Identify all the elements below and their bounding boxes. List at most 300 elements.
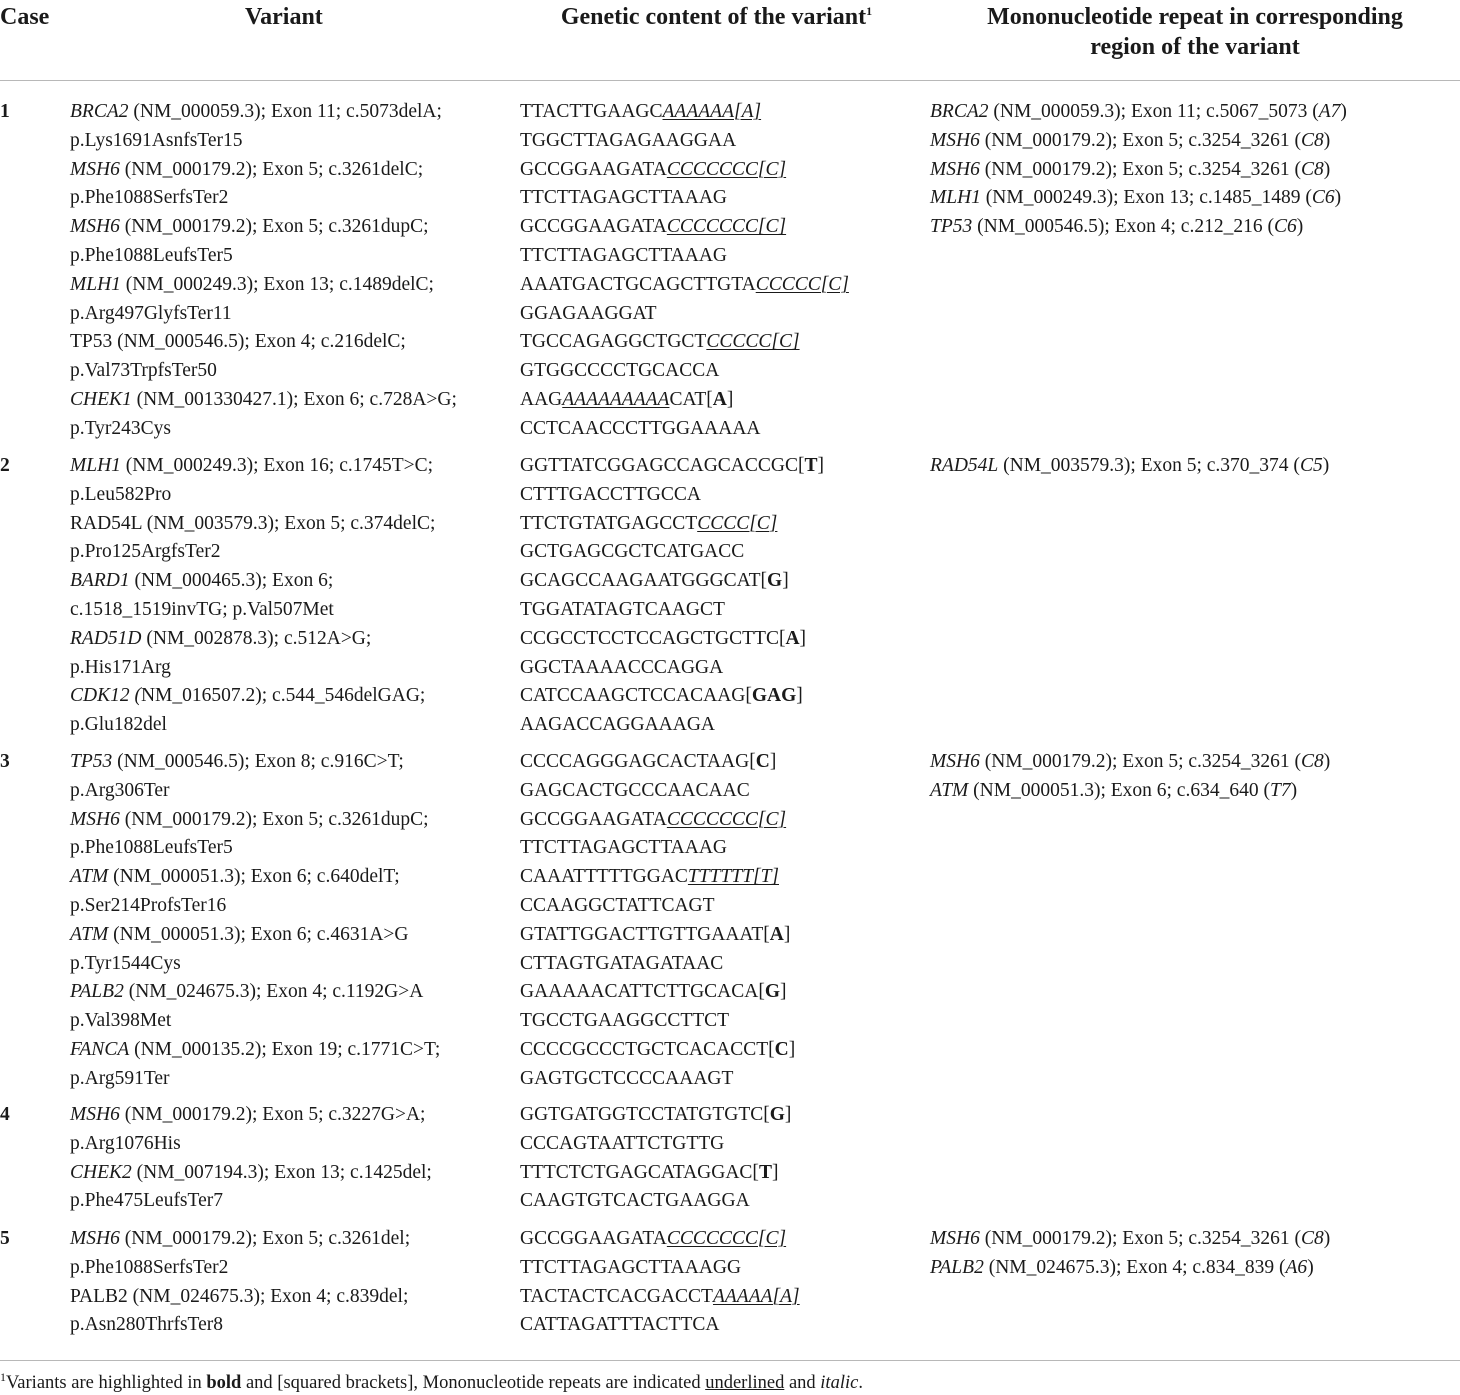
text-segment: (NM_000051.3); Exon 6; c.640delT; — [108, 866, 400, 888]
text-segment: ) — [1340, 101, 1347, 122]
cell-line — [520, 184, 849, 213]
cell-line — [520, 1065, 795, 1094]
cell-line — [520, 213, 849, 242]
cell-line — [70, 271, 457, 300]
header-variant — [245, 2, 323, 32]
repeat-cell — [930, 98, 1347, 242]
cell-line — [930, 1254, 1330, 1283]
variant-base: A — [785, 627, 800, 649]
header-rule — [0, 80, 1460, 81]
cell-line — [70, 538, 435, 567]
text-segment: TGGCTTAGAGAAGGAA — [520, 129, 737, 151]
text-segment: (NM_000179.2); Exon 5; c.3254_3261 ( — [979, 129, 1302, 151]
cell-line — [70, 978, 440, 1007]
repeat-segment: CCCCCCC[C] — [666, 808, 787, 830]
cell-line — [930, 98, 1347, 127]
cell-line — [930, 1225, 1330, 1254]
text-segment: MSH6 — [930, 751, 980, 772]
variant-cell — [70, 1225, 410, 1340]
cell-line — [520, 481, 824, 510]
cell-line — [520, 1101, 791, 1130]
text-segment: p.Asn280ThrfsTer8 — [70, 1314, 223, 1336]
text-segment: GCCGGAAGATA — [520, 1228, 667, 1249]
text-segment: p.Arg306Ter — [70, 779, 170, 801]
cell-line — [70, 711, 435, 740]
text-segment: C8 — [1301, 751, 1324, 772]
cell-line — [520, 777, 795, 806]
text-segment: TTCTTAGAGCTTAAAG — [520, 837, 728, 859]
text-segment: (NM_000059.3); Exon 11; c.5067_5073 ( — [988, 101, 1319, 122]
text-segment: MSH6 — [930, 158, 980, 180]
cell-line — [520, 1225, 800, 1254]
text-segment: MLH1 — [70, 455, 121, 476]
text-segment: CTTTGACCTTGCCA — [520, 483, 701, 505]
cell-line — [520, 1007, 795, 1036]
variant-base: C — [755, 751, 770, 772]
text-segment: p.Phe1088SerfsTer2 — [70, 1256, 229, 1278]
cell-line — [70, 682, 435, 711]
text-segment: p.His171Arg — [70, 656, 171, 678]
cell-line — [70, 625, 435, 654]
cell-line — [520, 682, 824, 711]
cell-line — [70, 1036, 440, 1065]
cell-line — [70, 481, 435, 510]
repeat-segment: CCCCCCC[C] — [666, 1228, 787, 1249]
text-segment: p.Glu182del — [70, 714, 167, 736]
cell-line — [70, 300, 457, 329]
repeat-segment: AAAAAAAAA — [562, 388, 670, 410]
cell-line — [520, 806, 795, 835]
text-segment: (NM_024675.3); Exon 4; c.1192G>A — [123, 981, 424, 1003]
text-segment: p.Tyr1544Cys — [70, 952, 181, 974]
cell-line — [930, 184, 1347, 213]
text-segment: GGCTAAAACCCAGGA — [520, 656, 724, 678]
footnote-number: 1 — [0, 1369, 6, 1384]
cell-line — [70, 1101, 432, 1130]
text-segment: GCCGGAAGATA — [520, 158, 667, 180]
cell-line — [520, 1187, 791, 1216]
text-segment: MLH1 — [930, 187, 981, 209]
text-segment: (NM_000249.3); Exon 16; c.1745T>C; — [120, 455, 434, 476]
text-segment: C6 — [1273, 216, 1297, 238]
text-segment: ) — [1323, 129, 1331, 151]
cell-line — [520, 711, 824, 740]
cell-line — [70, 510, 435, 539]
header-genetic-content — [520, 2, 913, 32]
cell-line — [520, 625, 824, 654]
text-segment: CCCCAGGGAGCACTAAG[ — [520, 751, 756, 772]
text-segment: CCGCCTCCTCCAGCTGCTTC[ — [520, 627, 786, 649]
footnote-mark: 1 — [866, 4, 873, 18]
text-segment: TP53 — [70, 751, 113, 772]
text-segment: GCCGGAAGATA — [520, 808, 667, 830]
variant-base: C — [774, 1038, 789, 1060]
text-segment: MSH6 — [930, 1228, 980, 1249]
text-segment: AAG — [520, 388, 563, 410]
text-segment: p.Phe1088SerfsTer2 — [70, 187, 229, 209]
cell-line — [930, 213, 1347, 242]
cell-line — [70, 184, 457, 213]
cell-line — [520, 834, 795, 863]
cell-line — [520, 452, 824, 481]
text-segment: ) — [1296, 216, 1304, 238]
variant-cell — [70, 748, 440, 1094]
text-segment: ] — [783, 923, 791, 945]
header-case — [0, 2, 49, 32]
text-segment: ] — [796, 685, 803, 707]
text-segment: A6 — [1285, 1256, 1308, 1278]
genetic-cell — [520, 1101, 791, 1216]
variant-cell — [70, 98, 457, 444]
text-segment: (NM_000179.2); Exon 5; c.3261del; — [119, 1228, 411, 1249]
cell-line — [930, 777, 1330, 806]
text-segment: ] — [799, 627, 807, 649]
text-segment: p.Phe1088LeufsTer5 — [70, 837, 233, 859]
text-segment: ) — [1290, 779, 1298, 801]
text-segment: CDK12 ( — [70, 685, 141, 707]
cell-line — [520, 748, 795, 777]
text-segment: CCCAGTAATTCTGTTG — [520, 1132, 725, 1154]
cell-line — [520, 386, 849, 415]
text-segment: GCAGCCAAGAATGGGCAT[ — [520, 570, 768, 592]
footnote-italic-word: italic — [820, 1373, 859, 1393]
cell-line — [70, 98, 457, 127]
cell-line — [520, 567, 824, 596]
text-segment: GTGGCCCCTGCACCA — [520, 360, 720, 382]
cell-line — [70, 156, 457, 185]
cell-line — [520, 863, 795, 892]
text-segment: ] — [782, 570, 789, 592]
variant-base: G — [764, 981, 780, 1003]
text-segment: GGTTATCGGAGCCAGCACCGC[ — [520, 455, 805, 476]
text-segment: CAT[ — [669, 388, 713, 410]
cell-line — [520, 328, 849, 357]
text-segment: AAGACCAGGAAAGA — [520, 714, 715, 736]
cell-line — [520, 127, 849, 156]
header-genetic-label: Genetic content of the variant — [560, 4, 867, 30]
variant-cell — [70, 452, 435, 740]
cell-line — [520, 921, 795, 950]
text-segment: CTTAGTGATAGATAAC — [520, 952, 724, 974]
text-segment: (NM_000179.2); Exon 5; c.3254_3261 ( — [979, 1228, 1302, 1249]
text-segment: p.Arg591Ter — [70, 1067, 170, 1089]
text-segment: GAGTGCTCCCCAAAGT — [520, 1067, 734, 1089]
cell-line — [70, 596, 435, 625]
text-segment: (NM_000135.2); Exon 19; c.1771C>T; — [129, 1038, 441, 1060]
text-segment: ] — [788, 1038, 796, 1060]
cell-line — [70, 357, 457, 386]
variant-base: A — [769, 923, 784, 945]
cell-line — [70, 328, 457, 357]
cell-line — [70, 921, 440, 950]
cell-line — [70, 1065, 440, 1094]
text-segment: GCCGGAAGATA — [520, 216, 667, 238]
text-segment: ) — [1334, 187, 1342, 209]
text-segment: AAATGACTGCAGCTTGTA — [520, 273, 756, 295]
cell-line — [520, 510, 824, 539]
cell-line — [520, 1283, 800, 1312]
footnote-text-3: and — [784, 1373, 821, 1393]
text-segment: MSH6 — [70, 1228, 120, 1249]
text-segment: TP53 (NM_000546.5); Exon 4; c.216delC; — [70, 331, 406, 353]
text-segment: (NM_002878.3); c.512A>G; — [141, 627, 372, 649]
cell-line — [70, 654, 435, 683]
text-segment: p.Arg497GlyfsTer11 — [70, 302, 232, 324]
cell-line — [70, 892, 440, 921]
text-segment: ] — [726, 388, 734, 410]
cell-line — [930, 156, 1347, 185]
text-segment: TTCTTAGAGCTTAAAGG — [520, 1256, 742, 1278]
cell-line — [520, 300, 849, 329]
text-segment: (NM_000179.2); Exon 5; c.3227G>A; — [119, 1104, 426, 1125]
text-segment: (NM_024675.3); Exon 4; c.834_839 ( — [983, 1256, 1286, 1278]
text-segment: (NM_000546.5); Exon 8; c.916C>T; — [112, 751, 404, 772]
cell-line — [520, 1036, 795, 1065]
text-segment: p.Tyr243Cys — [70, 417, 172, 439]
case-number: 2 — [0, 455, 10, 476]
text-segment: p.Phe1088LeufsTer5 — [70, 244, 233, 266]
variant-base: GAG — [751, 685, 797, 707]
text-segment: GGTGATGGTCCTATGTGTC[ — [520, 1104, 770, 1125]
text-segment: C8 — [1301, 129, 1324, 151]
text-segment: (NM_000179.2); Exon 5; c.3261dupC; — [119, 808, 429, 830]
cell-line — [70, 386, 457, 415]
footnote-underlined-word: underlined — [705, 1373, 785, 1393]
text-segment: C8 — [1301, 158, 1324, 180]
cell-line — [520, 1254, 800, 1283]
text-segment: (NM_000179.2); Exon 5; c.3261delC; — [119, 158, 424, 180]
header-case-label: Case — [0, 4, 50, 30]
text-segment: MSH6 — [70, 808, 120, 830]
cell-line — [930, 452, 1329, 481]
text-segment: TTCTGTATGAGCCT — [520, 512, 698, 534]
cell-line — [70, 567, 435, 596]
cell-line — [70, 1187, 432, 1216]
text-segment: ] — [817, 455, 824, 476]
cell-line — [70, 1225, 410, 1254]
text-segment: ] — [771, 1161, 779, 1183]
text-segment: (NM_001330427.1); Exon 6; c.728A>G; — [131, 388, 457, 410]
cell-line — [520, 596, 824, 625]
text-segment: BARD1 — [70, 570, 130, 592]
cell-line — [70, 834, 440, 863]
text-segment: p.Arg1076His — [70, 1132, 181, 1154]
cell-line — [70, 1311, 410, 1340]
cell-line — [70, 950, 440, 979]
repeat-segment: TTTTTT[T] — [687, 866, 779, 888]
cell-line — [520, 654, 824, 683]
text-segment: CCCCGCCCTGCTCACACCT[ — [520, 1038, 775, 1060]
repeat-segment: CCCCCCC[C] — [666, 216, 787, 238]
text-segment: RAD54L — [930, 455, 999, 476]
text-segment: (NM_000465.3); Exon 6; — [129, 570, 334, 592]
text-segment: MSH6 — [70, 216, 120, 238]
text-segment: ) — [1323, 158, 1331, 180]
text-segment: (NM_000179.2); Exon 5; c.3254_3261 ( — [979, 158, 1302, 180]
genetic-cell — [520, 748, 795, 1094]
cell-line — [520, 1130, 791, 1159]
cell-line — [520, 950, 795, 979]
variant-base: G — [767, 570, 783, 592]
repeat-segment: CCCCCCC[C] — [666, 158, 787, 180]
text-segment: p.Leu582Pro — [70, 483, 172, 505]
text-segment: TGCCAGAGGCTGCT — [520, 331, 707, 353]
variant-base: G — [769, 1104, 785, 1125]
cell-line — [520, 1311, 800, 1340]
text-segment: ) — [1322, 455, 1330, 476]
repeat-cell — [930, 748, 1330, 806]
cell-line — [520, 1159, 791, 1188]
text-segment: ] — [784, 1104, 792, 1125]
genetic-cell — [520, 98, 849, 444]
text-segment: TGCCTGAAGGCCTTCT — [520, 1010, 730, 1032]
genetic-cell — [520, 1225, 800, 1340]
variant-base: T — [758, 1161, 772, 1183]
text-segment: (NM_003579.3); Exon 5; c.370_374 ( — [998, 455, 1300, 476]
cell-line — [70, 242, 457, 271]
text-segment: p.Val398Met — [70, 1010, 172, 1032]
text-segment: GCTGAGCGCTCATGACC — [520, 541, 745, 563]
text-segment: p.Lys1691AsnfsTer15 — [70, 129, 243, 151]
text-segment: ) — [1307, 1256, 1314, 1278]
text-segment: TTTCTCTGAGCATAGGAC[ — [520, 1161, 759, 1183]
header-repeat-line2: region of the variant — [1090, 34, 1300, 60]
text-segment: p.Val73TrpfsTer50 — [70, 360, 217, 382]
cell-line — [520, 415, 849, 444]
text-segment: MLH1 — [70, 273, 121, 295]
footnote-bold-word: bold — [206, 1373, 242, 1393]
cell-line — [70, 806, 440, 835]
cell-line — [70, 1159, 432, 1188]
case-number: 3 — [0, 751, 10, 772]
text-segment: CATTAGATTTACTTCA — [520, 1314, 720, 1336]
text-segment: (NM_000546.5); Exon 4; c.212_216 ( — [972, 216, 1274, 238]
text-segment: ATM — [70, 866, 109, 888]
header-repeat-line1: Mononucleotide repeat in corresponding — [987, 4, 1403, 30]
cell-line — [70, 415, 457, 444]
text-segment: TP53 — [930, 216, 973, 238]
text-segment: PALB2 — [70, 981, 124, 1003]
repeat-segment: CCCCC[C] — [755, 273, 849, 295]
text-segment: BRCA2 — [70, 101, 129, 122]
cell-line — [70, 452, 435, 481]
text-segment: C5 — [1299, 455, 1323, 476]
text-segment: PALB2 (NM_024675.3); Exon 4; c.839del; — [70, 1285, 409, 1307]
text-segment: TGGATATAGTCAAGCT — [520, 598, 725, 620]
text-segment: RAD54L (NM_003579.3); Exon 5; c.374delC; — [70, 512, 436, 534]
text-segment: ) — [1323, 751, 1331, 772]
case-number: 5 — [0, 1228, 10, 1249]
cell-line — [520, 156, 849, 185]
text-segment: T7 — [1269, 779, 1291, 801]
text-segment: (NM_000051.3); Exon 6; c.4631A>G — [108, 923, 409, 945]
case-number: 4 — [0, 1104, 10, 1125]
text-segment: (NM_000051.3); Exon 6; c.634_640 ( — [968, 779, 1270, 801]
text-segment: CATCCAAGCTCCACAAG[ — [520, 685, 752, 707]
text-segment: ] — [769, 751, 777, 772]
text-segment: ) — [1323, 1228, 1331, 1249]
text-segment: TTCTTAGAGCTTAAAG — [520, 244, 728, 266]
variant-base: T — [804, 455, 818, 476]
footnote — [0, 1371, 863, 1395]
text-segment: TACTACTCACGACCT — [520, 1285, 713, 1307]
cell-line — [70, 127, 457, 156]
footnote-text-2: and [squared brackets], Mononucleotide repeats are indicated — [241, 1373, 706, 1393]
repeat-segment: CCCCC[C] — [706, 331, 800, 353]
text-segment: GTATTGGACTTGTTGAAAT[ — [520, 923, 770, 945]
text-segment: CAAGTGTCACTGAAGGA — [520, 1190, 750, 1212]
text-segment: c.1518_1519invTG; p.Val507Met — [70, 598, 334, 620]
text-segment: A7 — [1318, 101, 1341, 122]
text-segment: CAAATTTTTGGAC — [520, 866, 688, 888]
text-segment: FANCA — [70, 1038, 130, 1060]
repeat-segment: AAAAAA[A] — [662, 101, 762, 122]
text-segment: CHEK1 — [70, 388, 132, 410]
case-number: 1 — [0, 101, 10, 122]
text-segment: (NM_000179.2); Exon 5; c.3254_3261 ( — [979, 751, 1302, 772]
cell-line — [70, 1283, 410, 1312]
cell-line — [70, 1007, 440, 1036]
bottom-rule — [0, 1360, 1460, 1361]
cell-line — [70, 1254, 410, 1283]
text-segment: ATM — [930, 779, 969, 801]
cell-line — [70, 777, 440, 806]
cell-line — [520, 978, 795, 1007]
text-segment: (NM_000059.3); Exon 11; c.5073delA; — [128, 101, 442, 122]
text-segment: CCTCAACCCTTGGAAAAA — [520, 417, 761, 439]
text-segment: BRCA2 — [930, 101, 989, 122]
repeat-cell — [930, 1225, 1330, 1283]
text-segment: TTACTTGAAGC — [520, 101, 663, 122]
cell-line — [70, 748, 440, 777]
text-segment: C8 — [1301, 1228, 1324, 1249]
text-segment: (NM_000179.2); Exon 5; c.3261dupC; — [119, 216, 429, 238]
text-segment: ] — [780, 981, 787, 1003]
footnote-text-4: . — [858, 1373, 863, 1393]
text-segment: p.Pro125ArgfsTer2 — [70, 541, 221, 563]
text-segment: PALB2 — [930, 1256, 984, 1278]
cell-line — [70, 213, 457, 242]
genetic-cell — [520, 452, 824, 740]
text-segment: RAD51D — [70, 627, 142, 649]
text-segment: CCAAGGCTATTCAGT — [520, 894, 715, 916]
text-segment: ATM — [70, 923, 109, 945]
text-segment: CHEK2 — [70, 1161, 132, 1183]
footnote-text-1: Variants are highlighted in — [6, 1373, 207, 1393]
cell-line — [70, 863, 440, 892]
repeat-segment: CCCC[C] — [697, 512, 778, 534]
header-repeat — [930, 2, 1460, 62]
cell-line — [70, 1130, 432, 1159]
cell-line — [520, 271, 849, 300]
cell-line — [520, 892, 795, 921]
text-segment: TTCTTAGAGCTTAAAG — [520, 187, 728, 209]
text-segment: (NM_000249.3); Exon 13; c.1485_1489 ( — [980, 187, 1312, 209]
text-segment: (NM_007194.3); Exon 13; c.1425del; — [131, 1161, 432, 1183]
text-segment: MSH6 — [930, 129, 980, 151]
text-segment: GAAAAACATTCTTGCACA[ — [520, 981, 765, 1003]
cell-line — [520, 242, 849, 271]
text-segment: (NM_000249.3); Exon 13; c.1489delC; — [120, 273, 434, 295]
text-segment: MSH6 — [70, 158, 120, 180]
cell-line — [930, 748, 1330, 777]
repeat-cell — [930, 452, 1329, 481]
variant-cell — [70, 1101, 432, 1216]
variant-base: A — [712, 388, 727, 410]
text-segment: C6 — [1311, 187, 1335, 209]
cell-line — [520, 98, 849, 127]
cell-line — [930, 127, 1347, 156]
